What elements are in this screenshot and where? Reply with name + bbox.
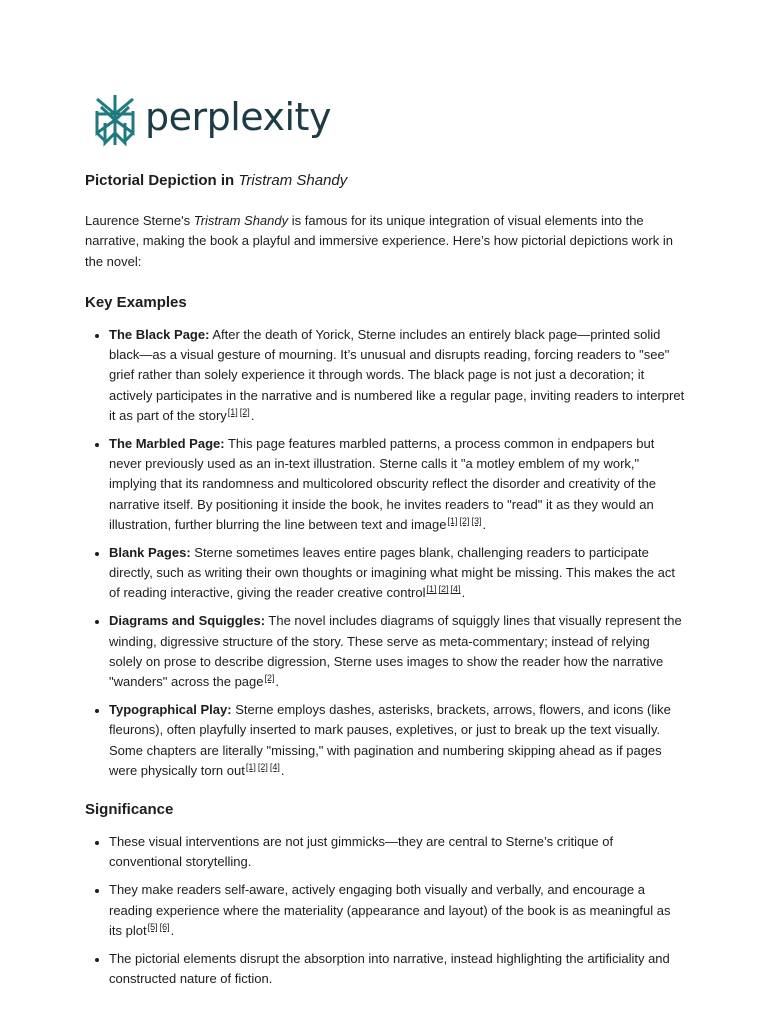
item-end-punctuation: . bbox=[461, 585, 466, 601]
item-label: Typographical Play: bbox=[109, 701, 232, 717]
list-item bbox=[109, 611, 685, 692]
intro-before: Laurence Sterne's bbox=[85, 213, 194, 228]
item-end-punctuation: . bbox=[275, 674, 280, 690]
citation-link[interactable]: [3] bbox=[471, 516, 482, 527]
item-text: The novel includes diagrams of squiggly lines that visually represent the winding, digressive structure of the story. These serve as meta-commentary; instead of relying solely on prose to describe digression, Sterne uses images to show the reader how the narrative "wanders" across the page bbox=[109, 613, 682, 690]
item-label: The Black Page: bbox=[109, 326, 210, 342]
brand-wordmark: perplexity bbox=[145, 95, 331, 139]
item-text: The pictorial elements disrupt the absorption into narrative, instead highlighting the artificiality and constructed nature of fiction. bbox=[109, 950, 670, 986]
citation-link[interactable]: [2] bbox=[438, 584, 449, 595]
significance-heading: Significance bbox=[85, 801, 174, 819]
item-end-punctuation: . bbox=[170, 922, 175, 938]
citation-link[interactable]: [2] bbox=[257, 761, 268, 772]
key-examples-heading: Key Examples bbox=[85, 293, 187, 311]
intro-after: is famous for its unique integration of visual elements into the narrative, making the book a playful and immersive experience. Here’s how pictorial depictions work in the novel: bbox=[85, 213, 673, 269]
item-end-punctuation: . bbox=[280, 762, 285, 778]
page-title bbox=[85, 170, 685, 192]
citation-link[interactable]: [4] bbox=[269, 761, 280, 772]
list-item bbox=[109, 543, 685, 604]
citation-link[interactable]: [1] bbox=[447, 516, 458, 527]
title-prefix: Pictorial Depiction in bbox=[85, 172, 239, 189]
item-end-punctuation: . bbox=[482, 517, 487, 533]
list-item bbox=[109, 880, 685, 941]
citation-link[interactable]: [2] bbox=[239, 407, 250, 418]
item-text: These visual interventions are not just gimmicks—they are central to Sterne’s critique of conventional storytelling. bbox=[109, 834, 614, 870]
title-work: Tristram Shandy bbox=[238, 172, 348, 189]
intro-work: Tristram Shandy bbox=[193, 213, 289, 228]
item-text: This page features marbled patterns, a process common in endpapers but never previously used as an in-text illustration. Sterne calls it "a motley emblem of my work," implying that its randomness and multicolored obscurity reflect the disorder and creativity of the narrative itself. By positioning it inside the book, he invites readers to "read" it as they would an illustration, further blurring the line between text and image bbox=[109, 435, 656, 533]
list-item bbox=[109, 434, 685, 535]
list-item bbox=[109, 832, 685, 873]
citation-link[interactable]: [1] bbox=[227, 407, 238, 418]
perplexity-logo-icon bbox=[93, 93, 137, 147]
item-text: After the death of Yorick, Sterne includes an entirely black page—printed solid black—as a visual gesture of mourning. It’s unusual and disrupts reading, forcing readers to "see" grief rather than solely experience it through words. The black page is not just a decoration; it actively participates in the narrative and is numbered like a regular page, inviting readers to interpret it as part of the story bbox=[109, 326, 685, 424]
list-item bbox=[109, 949, 685, 990]
list-item bbox=[109, 325, 685, 426]
citation-link[interactable]: [4] bbox=[450, 584, 461, 595]
citation-link[interactable]: [1] bbox=[245, 761, 256, 772]
list-item bbox=[109, 700, 685, 781]
item-label: Blank Pages: bbox=[109, 544, 191, 560]
item-text: Sterne sometimes leaves entire pages blank, challenging readers to participate directly, such as writing their own thoughts or imagining what might be missing. This makes the act of reading interactive, giving the reader creative control bbox=[109, 544, 675, 601]
citation-link[interactable]: [2] bbox=[459, 516, 470, 527]
perplexity-logo bbox=[93, 93, 331, 147]
item-label: Diagrams and Squiggles: bbox=[109, 613, 266, 629]
citation-link[interactable]: [1] bbox=[426, 584, 437, 595]
citation-link[interactable]: [5] bbox=[147, 921, 158, 932]
item-text: They make readers self-aware, actively engaging both visually and verbally, and encourage a reading experience where the materiality (appearance and layout) of the book is as meaningful as its plot bbox=[109, 882, 671, 938]
item-label: The Marbled Page: bbox=[109, 435, 225, 451]
significance-list bbox=[85, 832, 685, 989]
intro-paragraph bbox=[85, 211, 685, 272]
citation-link[interactable]: [6] bbox=[159, 921, 170, 932]
answer-content bbox=[85, 170, 685, 997]
key-examples-list bbox=[85, 325, 685, 781]
citation-link[interactable]: [2] bbox=[264, 673, 275, 684]
item-text: Sterne employs dashes, asterisks, brackets, arrows, flowers, and icons (like fleurons), often playfully inserted to mark pauses, expletives, or just to break up the text visually. Some chapters are literally "missing," with pagination and numbering skipping ahead as if pages were physically torn out bbox=[109, 701, 671, 778]
item-end-punctuation: . bbox=[250, 408, 255, 424]
